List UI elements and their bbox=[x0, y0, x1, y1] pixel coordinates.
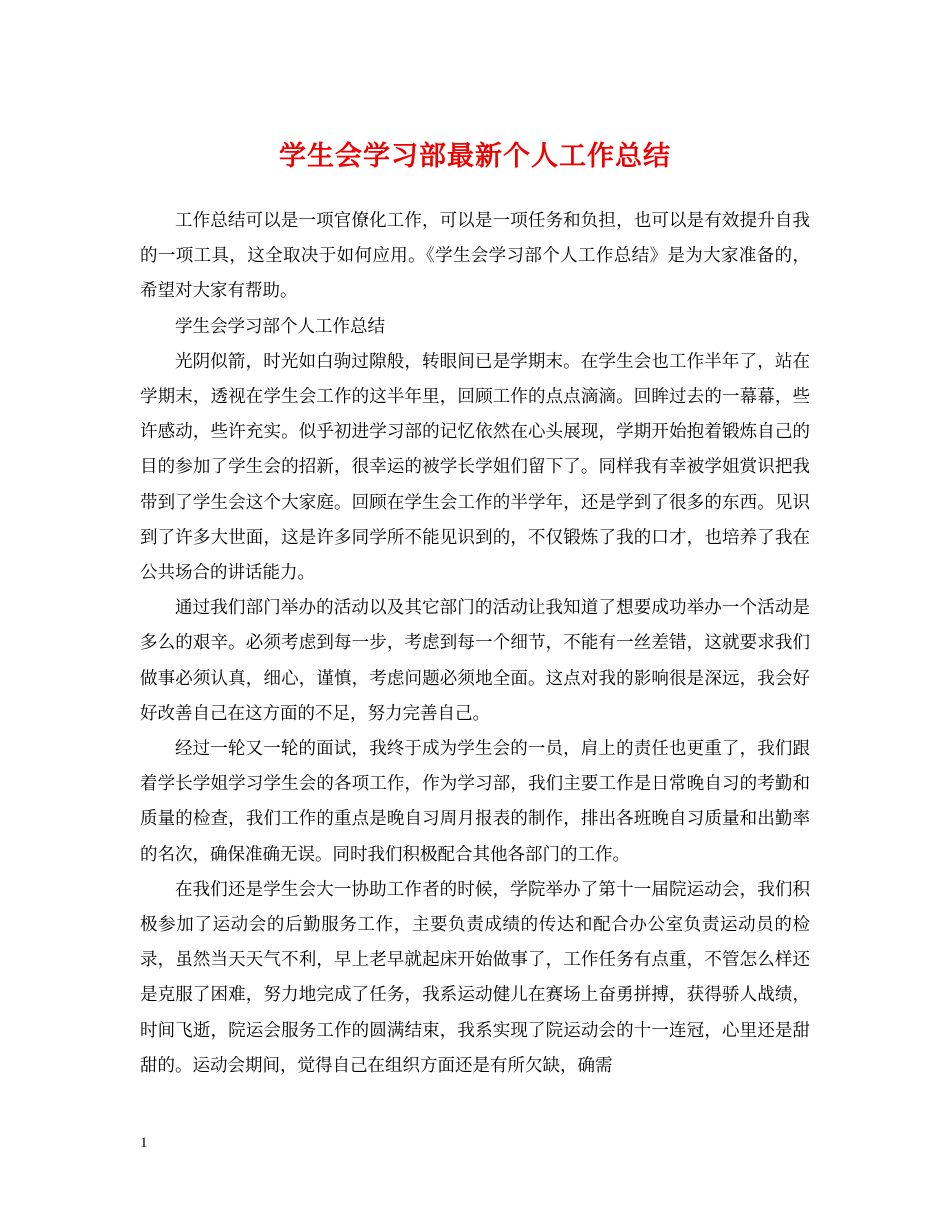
paragraph-activities: 通过我们部门举办的活动以及其它部门的活动让我知道了想要成功举办一个活动是多么的艰辛。必须考虑到每一步，考虑到每一个细节，不能有一丝差错，这就要求我们做事必须认真，细心，谨慎，考虑问题必须地全面。这点对我的影响很是深远，我会好好改善自己在这方面的不足，努力完善自己。 bbox=[140, 598, 810, 724]
document-title: 学生会学习部最新个人工作总结 bbox=[279, 141, 671, 172]
page-number: 1 bbox=[140, 1135, 148, 1151]
paragraph-sports-meet: 在我们还是学生会大一协助工作者的时候，学院举办了第十一届院运动会，我们积极参加了运动会的后勤服务工作，主要负责成绩的传达和配合办公室负责运动员的检录，虽然当天天气不利，早上老早就起床开始做事了，工作任务有点重，不管怎么样还是克服了困难，努力地完成了任务，我系运动健儿在赛场上奋勇拼搏，获得骄人战绩，时间飞逝，院运会服务工作的圆满结束，我系实现了院运动会的十一连冠，心里还是甜甜的。运动会期间，觉得自己在组织方面还是有所欠缺，确需 bbox=[140, 879, 810, 1076]
paragraph-intro: 工作总结可以是一项官僚化工作，可以是一项任务和负担，也可以是有效提升自我的一项工具，这全取决于如何应用。《学生会学习部个人工作总结》是为大家准备的，希望对大家有帮助。 bbox=[140, 211, 810, 302]
paragraph-duties: 经过一轮又一轮的面试，我终于成为学生会的一员，肩上的责任也更重了，我们跟着学长学姐学习学生会的各项工作，作为学习部，我们主要工作是日常晚自习的考勤和质量的检查，我们工作的重点是晚自习周月报表的制作，排出各班晚自习质量和出勤率的名次，确保准确无误。同时我们积极配合其他各部门的工作。 bbox=[140, 739, 810, 865]
paragraph-review: 光阴似箭，时光如白驹过隙般，转眼间已是学期末。在学生会也工作半年了，站在学期末，透视在学生会工作的这半年里，回顾工作的点点滴滴。回眸过去的一幕幕，些许感动，些许充实。似乎初进学习部的记忆依然在心头展现，学期开始抱着锻炼自己的目的参加了学生会的招新，很幸运的被学长学姐们留下了。同样我有幸被学姐赏识把我带到了学生会这个大家庭。回顾在学生会工作的半学年，还是学到了很多的东西。见识到了许多大世面，这是许多同学所不能见识到的，不仅锻炼了我的口才，也培养了我在公共场合的讲话能力。 bbox=[140, 351, 810, 584]
paragraph-subheading: 学生会学习部个人工作总结 bbox=[175, 316, 385, 337]
document-body bbox=[140, 204, 810, 1084]
